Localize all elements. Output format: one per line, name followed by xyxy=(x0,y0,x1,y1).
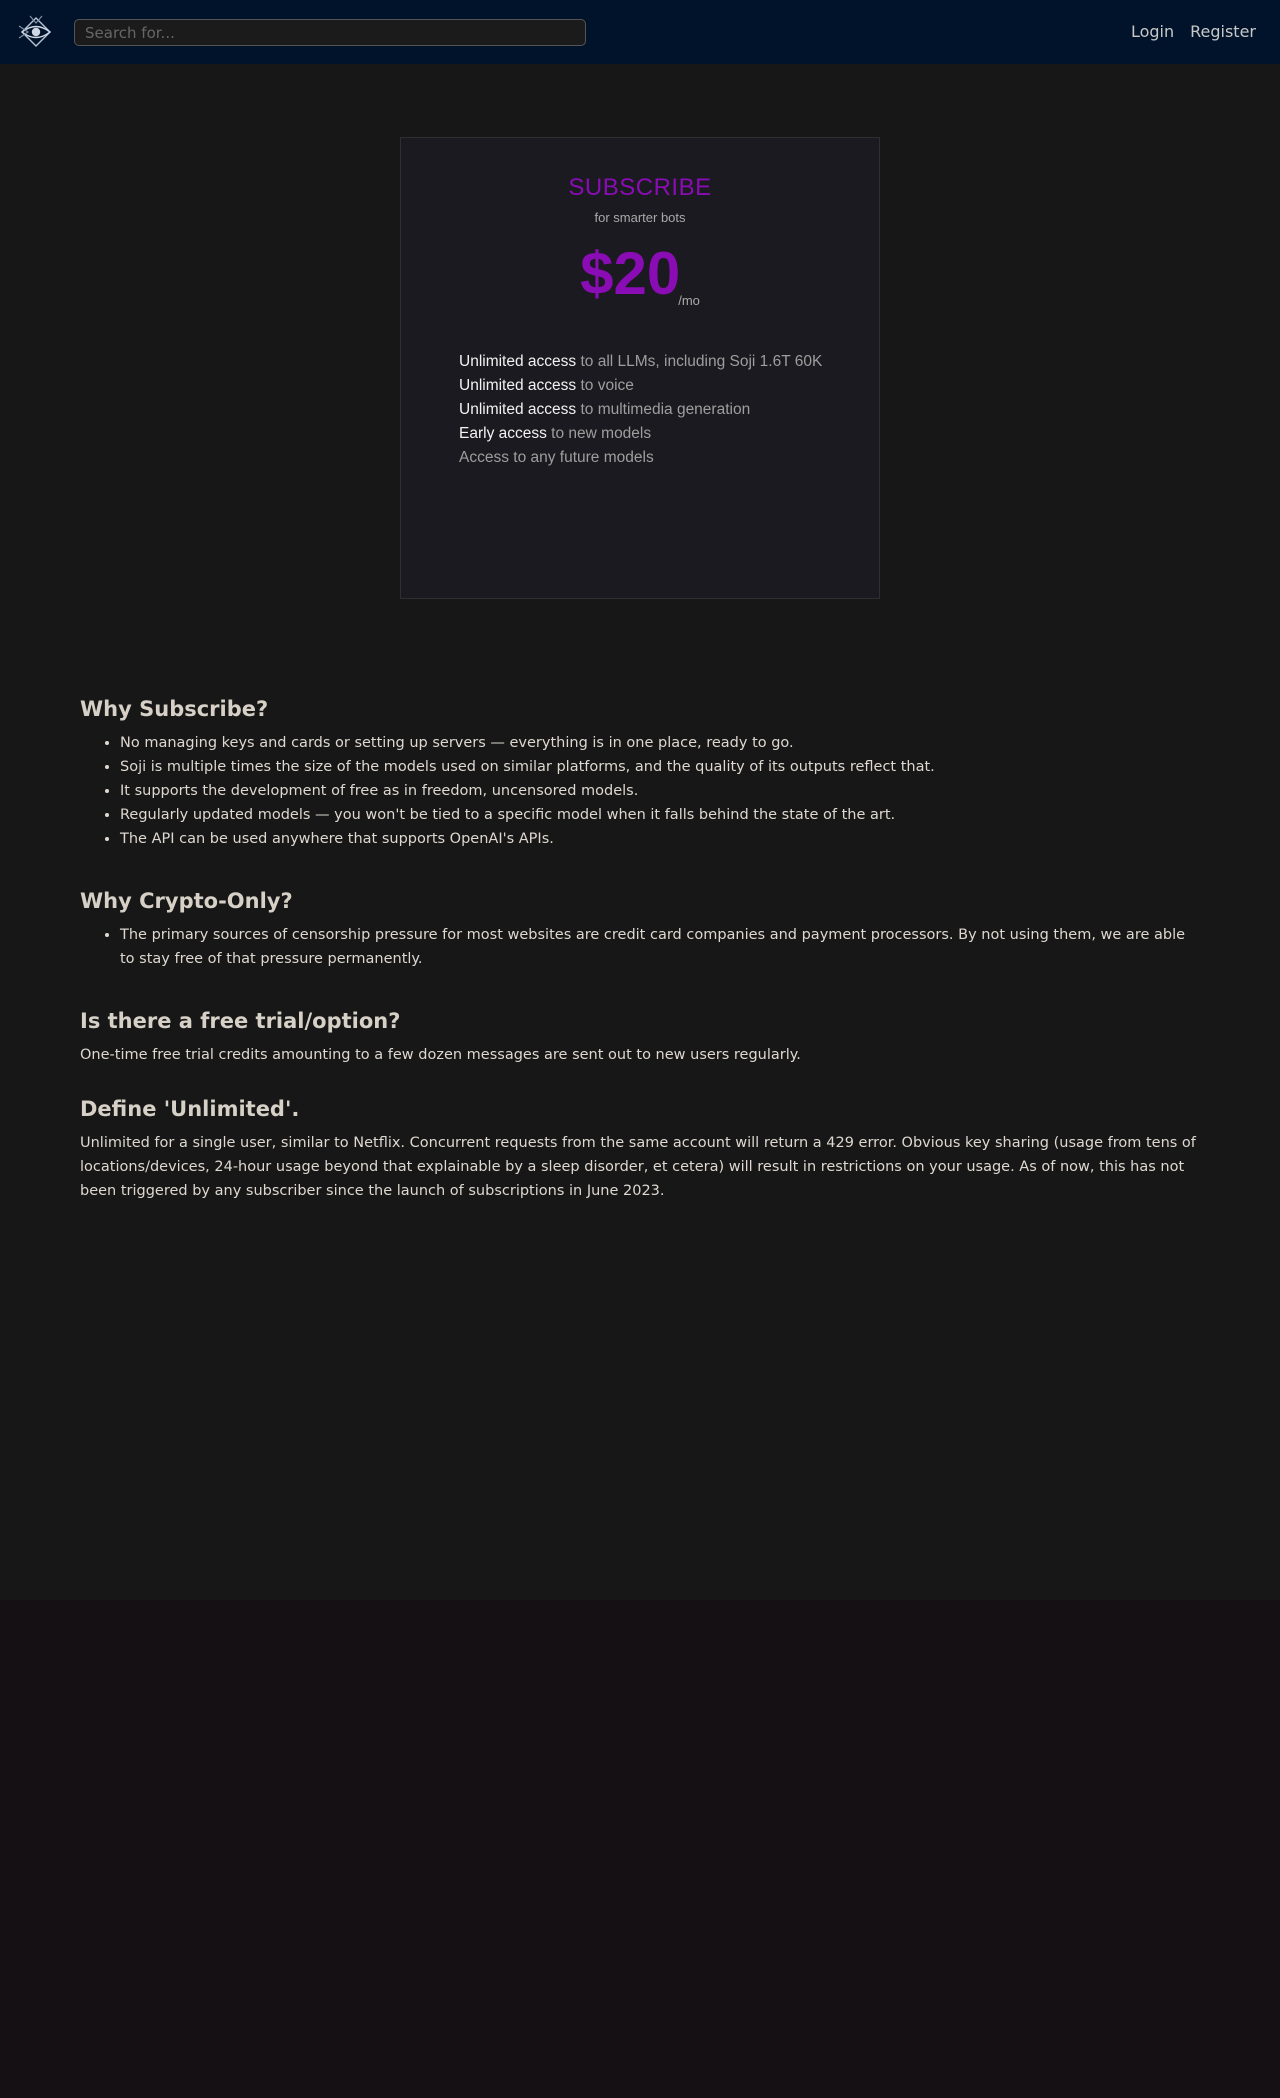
nav-links xyxy=(1131,22,1256,41)
list-item: • Regularly updated models — you won't be tied to a specific model when it falls behind the state of the art. xyxy=(120,803,1200,827)
feature-item xyxy=(459,350,822,374)
why-subscribe-heading: Why Subscribe? xyxy=(80,697,269,721)
price-period: /mo xyxy=(678,293,700,308)
feature-text: to all LLMs, including Soji 1.6T 60K xyxy=(576,353,823,370)
why-crypto-heading: Why Crypto-Only? xyxy=(80,889,293,913)
unlimited-text: Unlimited for a single user, similar to Netflix. Concurrent requests from the same account will return a 429 error. Obvious key sharing (usage from tens of locations/devices, 24-hour usage beyond that explainable by a sleep disorder, et cetera) will result in restrictions on your usage. As of now, this has not been triggered by any subscriber since the launch of subscriptions in June 2023. xyxy=(80,1135,1196,1199)
list-item: • It supports the development of free as in freedom, uncensored models. xyxy=(120,779,1200,803)
why-subscribe-list xyxy=(80,731,1200,851)
feature-item xyxy=(459,422,822,446)
list-item: • The primary sources of censorship pressure for most websites are credit card companies and payment processors. By not using them, we are able to stay free of that pressure permanently. xyxy=(120,923,1200,971)
eye-logo-icon[interactable] xyxy=(16,12,56,52)
card-title: SUBSCRIBE xyxy=(568,174,712,201)
why-crypto-list xyxy=(80,923,1200,971)
faq-content xyxy=(80,697,1200,1233)
card-subtitle: for smarter bots xyxy=(594,210,686,225)
list-item: • No managing keys and cards or setting up servers — everything is in one place, ready to go. xyxy=(120,731,1200,755)
feature-item xyxy=(459,446,822,470)
subscription-card xyxy=(400,137,880,599)
price: $20 xyxy=(580,240,681,307)
list-item: • Soji is multiple times the size of the models used on similar platforms, and the quality of its outputs reflect that. xyxy=(120,755,1200,779)
register-link[interactable]: Register xyxy=(1190,22,1256,41)
top-navbar xyxy=(0,0,1280,64)
feature-highlight: Unlimited access xyxy=(459,401,577,418)
search-input[interactable] xyxy=(74,19,586,46)
price-block xyxy=(401,238,879,310)
free-trial-text: One-time free trial credits amounting to a few dozen messages are sent out to new users regularly. xyxy=(80,1047,801,1063)
feature-highlight: Unlimited access xyxy=(459,353,577,370)
feature-text: to new models xyxy=(546,425,652,442)
feature-text: to multimedia generation xyxy=(576,401,751,418)
unlimited-heading: Define 'Unlimited'. xyxy=(80,1097,300,1121)
feature-text: to voice xyxy=(576,377,634,394)
feature-item xyxy=(459,398,822,422)
feature-highlight: Early access xyxy=(459,425,547,442)
feature-highlight: Unlimited access xyxy=(459,377,577,394)
list-item: • The API can be used anywhere that supports OpenAI's APIs. xyxy=(120,827,1200,851)
login-link[interactable]: Login xyxy=(1130,22,1175,41)
feature-list xyxy=(459,350,822,470)
feature-item xyxy=(459,374,822,398)
free-trial-heading: Is there a free trial/option? xyxy=(80,1009,401,1033)
feature-text: Access to any future models xyxy=(459,449,654,466)
